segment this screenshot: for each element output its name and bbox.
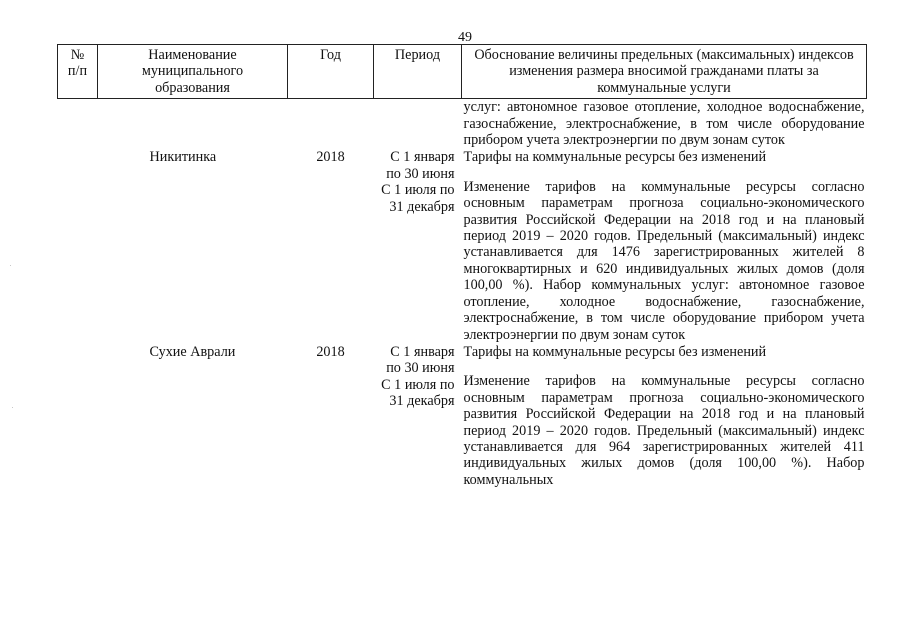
header-reason: Обоснование величины предельных (максимальных) индексов изменения размера вносимой гражданами платы за коммунальные услуги <box>462 45 867 99</box>
table-body <box>58 99 867 488</box>
period-second-half: С 1 июля по 31 декабря <box>381 182 455 215</box>
reason-cell <box>462 148 867 342</box>
period-first-half: С 1 января по 30 июня <box>386 343 455 377</box>
scan-speck <box>12 407 13 408</box>
reason-cell <box>462 343 867 488</box>
continuation-row <box>58 99 867 149</box>
continuation-text: услуг: автономное газовое отопление, холодное водоснабжение, газоснабжение, электроснабжение, в том числе оборудование прибором учета электроэнергии по двум зонам суток <box>463 99 865 149</box>
year-cell: 2018 <box>316 149 345 166</box>
header-row <box>58 45 867 99</box>
period-cell <box>374 148 462 342</box>
period-second-half: С 1 июля по 31 декабря <box>381 376 455 410</box>
reason-second-half: Изменение тарифов на коммунальные ресурсы согласно основным параметрам прогноза социально-экономического развития Российской Федерации на 2018 год и на плановый период 2019 – 2020 годов. Предельный (максимальный) индекс устанавливается для 964 зарегистрированных жителей 411 индивидуальных жилых домов (доля 100,00 %). Набор коммунальных <box>463 373 865 488</box>
reason-first-half: Тарифы на коммунальные ресурсы без изменений <box>463 149 767 166</box>
period-cell <box>374 343 462 488</box>
tariff-table-wrapper <box>57 44 866 488</box>
header-year: Год <box>288 45 374 99</box>
table-header <box>58 45 867 99</box>
municipality-cell <box>98 148 288 342</box>
header-municipality: Наименование муниципального образования <box>98 45 288 99</box>
municipality-cell <box>98 343 288 488</box>
reason-first-half: Тарифы на коммунальные ресурсы без изменений <box>463 343 767 360</box>
table-row <box>58 343 867 488</box>
municipality-name: Сухие Аврали <box>149 343 236 360</box>
reason-second-half: Изменение тарифов на коммунальные ресурсы согласно основным параметрам прогноза социально-экономического развития Российской Федерации на 2018 год и на плановый период 2019 – 2020 годов. Предельный (максимальный) индекс устанавливается для 1476 зарегистрированных жителей 8 многоквартирных и 620 индивидуальных жилых домов (доля 100,00 %). Набор коммунальных услуг: автономное газовое отопление, холодное водоснабжение, газоснабжение, электроснабжение, в том числе оборудование прибором учета электроэнергии по двум зонам суток <box>463 178 865 343</box>
header-period: Период <box>374 45 462 99</box>
municipality-name: Никитинка <box>149 149 217 166</box>
header-number: № п/п <box>58 45 98 99</box>
year-cell: 2018 <box>316 343 345 360</box>
table-row <box>58 148 867 342</box>
tariff-table <box>57 44 867 488</box>
period-first-half: С 1 января по 30 июня <box>386 149 455 182</box>
continuation-reason <box>462 99 867 149</box>
page-number: 49 <box>458 30 472 45</box>
scan-speck <box>10 265 11 266</box>
